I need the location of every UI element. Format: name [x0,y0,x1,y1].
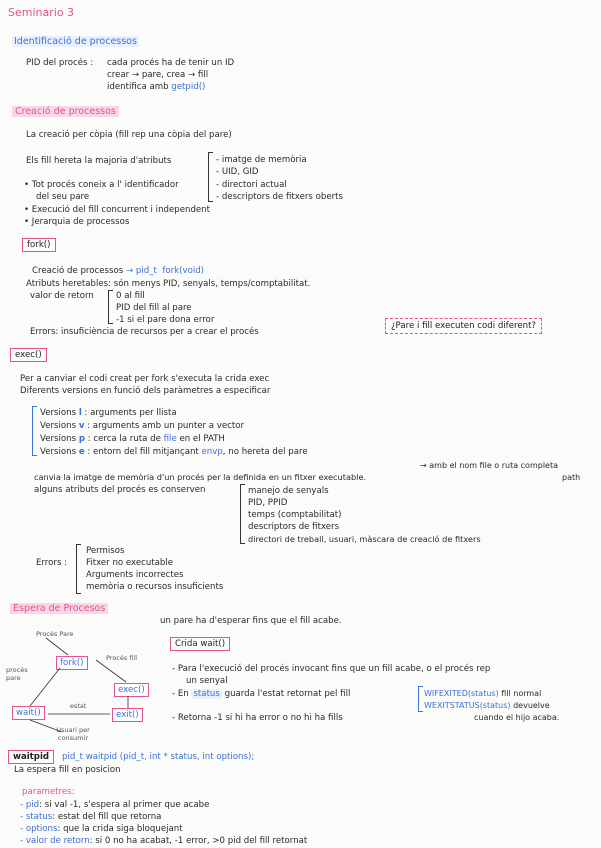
fork-return-type: → pid_t [125,266,157,276]
bullet-2: • Execució del fill concurrent i independent [24,205,210,215]
attr-item: - directori actual [216,180,287,190]
diagram-label-child: Procés fill [106,654,138,662]
param-name: - pid [20,800,40,810]
ret-item: PID del fill al pare [116,303,192,313]
wait-bullet-2-pre: - En [172,689,189,699]
exec-note-right: → amb el nom file o ruta completa [420,461,559,470]
version-prefix: Versions [40,447,77,457]
waitpid-line-2: La espera fill en posicion [14,765,121,775]
diagram-exit-node: exit() [112,708,143,722]
versions-bracket [32,406,37,456]
version-extra: file [163,434,177,444]
fork-question: ¿Pare i fill executen codi diferent? [385,318,542,334]
exec-line-2: Diferents versions en funció dels paràmetres a especificar [20,386,271,396]
pid-line-3-pre: identifica amb [107,82,169,92]
diagram-wait-node: wait() [12,706,45,720]
version-prefix: Versions [40,434,77,444]
macro-2-line-2: cuando el hijo acaba. [474,713,560,722]
ret-item: 0 al fill [116,291,145,301]
wait-bullet-2 [172,689,350,700]
fork-signature: fork(void) [162,266,205,276]
param-text: : estat del fill que retorna [52,812,162,822]
macros-bracket [418,686,423,712]
kept-item: PID, PPID [248,498,288,508]
creacio-line-2: Els fill hereta la majoria d'atributs [26,156,172,166]
attr-item: - descriptors de fitxers oberts [216,192,344,202]
page-title: Seminario 3 [8,6,75,19]
pid-line-2: crear → pare, crea → fill [107,70,209,80]
exec-error-item: Permisos [86,546,125,556]
wait-intro: un pare ha d'esperar fins que el fill acabe. [160,616,342,626]
macro-2-desc: devuelve [513,701,550,710]
macro-2 [424,700,550,711]
param-text: : si 0 no ha acabat, -1 error, >0 pid del fill retornat [89,836,308,846]
waitpid-box: waitpid [8,750,54,764]
section-heading-espera: Espera de Procesos [10,603,108,614]
bullet-1b: del seu pare [36,192,90,202]
waitpid-signature: pid_t waitpid (pid_t, int * status, int options); [62,752,255,762]
diagram-label-bottom: Usuari per consumir [56,726,90,742]
fork-line-1 [32,266,204,277]
attr-item: - imatge de memòria [216,155,307,165]
fork-ret-label: valor de retorn [30,291,94,301]
version-text: : entorn del fill mitjançant [87,447,199,457]
pid-line-3 [107,82,205,93]
wait-bullet-1b: un senyal [186,676,228,686]
wait-bullet-3: - Retorna -1 si hi ha error o no hi ha fills [172,713,343,723]
diagram-label-left: procés pare [6,666,28,682]
kept-item: descriptors de fitxers [248,522,340,532]
kept-item: directori de treball, usuari, màscara de creació de fitxers [248,534,481,544]
version-letter: l [78,408,82,418]
param-options [20,824,183,835]
param-pid [20,800,209,811]
errors-brace [76,544,81,594]
fork-line-2: Atributs heretables: són menys PID, senyals, temps/comptabilitat. [26,279,311,289]
pid-label: PID del procés : [26,58,94,68]
exec-error-item: Fitxer no executable [86,558,174,568]
exec-error-item: memòria o recursos insuficients [86,582,224,592]
exec-error-item: Arguments incorrectes [86,570,184,580]
attrs-brace [208,152,213,202]
param-text: : si val -1, s'espera al primer que acabe [39,800,210,810]
fork-errors: Errors: insuficiència de recursos per a crear el procés [30,327,259,337]
param-name: - status [20,812,53,822]
exec-alguns: alguns atributs del procés es conserven [34,485,206,495]
version-post: , no hereta del pare [222,447,308,457]
version-p [40,434,225,445]
wait-bullet-2-post: guarda l'estat retornat pel fill [224,689,351,699]
kept-brace [240,484,245,544]
section-heading-identificacio: Identificació de processos [14,36,137,47]
attr-item: - UID, GID [216,167,259,177]
params-heading: parametres: [22,787,75,797]
diagram-arrows [0,620,160,740]
param-name: - valor de retorn [20,836,90,846]
param-name: - options [20,824,58,834]
version-letter: p [78,434,85,444]
version-letter: e [78,447,85,457]
wait-bullet-1a: - Para l'execució del procés invocant fins que un fill acabe, o el procés rep [172,664,491,674]
getpid-function: getpid() [171,82,206,92]
section-heading-creacio: Creació de processos [12,106,119,117]
param-status [20,812,161,823]
version-text: : arguments amb un punter a vector [87,421,245,431]
param-retorn [20,836,307,847]
version-v [40,421,244,432]
creacio-line-1: La creació per còpia (fill rep una còpia del pare) [26,130,232,140]
macro-1 [424,688,541,699]
status-highlight: status [193,689,220,699]
wait-box: Crida wait() [170,637,230,651]
version-l [40,408,177,419]
diagram-label-top: Procés Pare [36,630,74,638]
param-text: : que la crida siga bloquejant [57,824,183,834]
diagram-fork-node: fork() [56,656,88,670]
version-text: : cerca la ruta de [87,434,161,444]
macro-1-name: WIFEXITED(status) [424,689,499,698]
version-e [40,447,308,458]
exec-errors-label: Errors : [36,558,68,568]
macro-1-desc: fill normal [501,689,542,698]
version-prefix: Versions [40,408,77,418]
fork-box: fork() [22,238,56,252]
version-text: : arguments per llista [84,408,177,418]
bullet-3: • Jerarquia de processos [24,217,130,227]
kept-item: temps (comptabilitat) [248,510,342,520]
ret-item: -1 si el pare dona error [116,315,215,325]
bullet-1a: • Tot procés coneix a l' identificador [24,180,179,190]
kept-item: manejo de senyals [248,486,329,496]
exec-line-1: Per a canviar el codi creat per fork s'executa la crida exec [20,374,270,384]
version-letter: v [78,421,85,431]
ret-brace [108,290,113,324]
exec-note-right-2: path [562,473,581,482]
diagram-label-mid: estat [70,702,87,710]
exec-canvia: canvia la imatge de memòria d'un procés per la definida en un fitxer executable. [34,472,367,482]
pid-line-1: cada procés ha de tenir un ID [107,58,235,68]
exec-box: exec() [10,348,47,362]
version-extra: envp [201,447,223,457]
version-post: en el PATH [179,434,225,444]
macro-2-name: WEXITSTATUS(status) [424,701,511,710]
diagram-exec-node: exec() [114,683,149,697]
fork-line-1-pre: Creació de processos [32,266,124,276]
version-prefix: Versions [40,421,77,431]
